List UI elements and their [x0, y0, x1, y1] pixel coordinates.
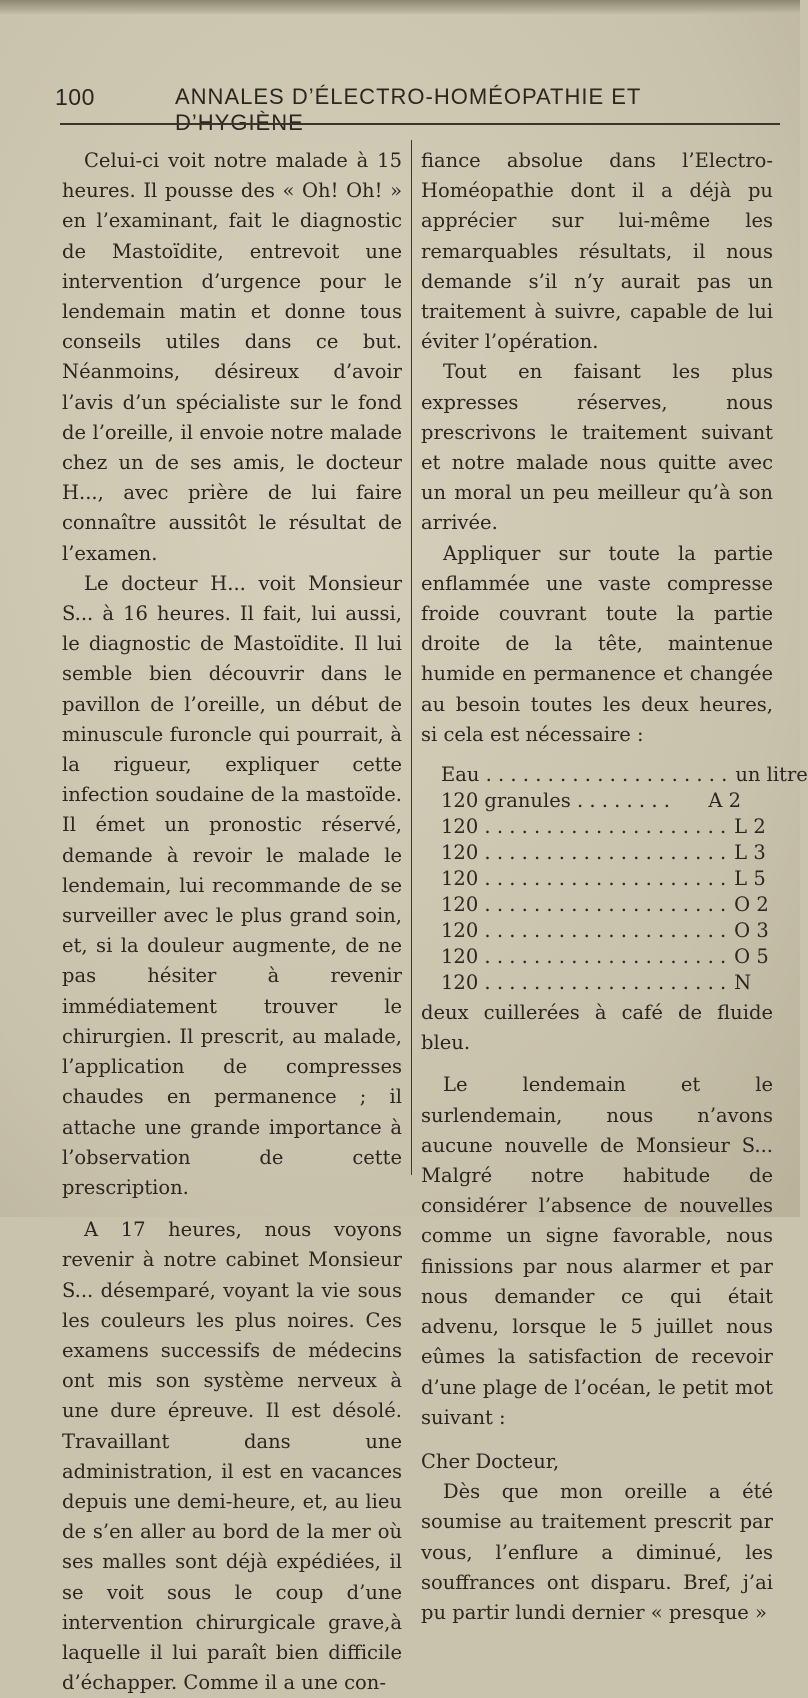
formula-item: 120 . . . . . . . . . . . . . . . . . . . .: [441, 919, 727, 943]
page-header: [55, 84, 775, 135]
formula-qty: O 2: [734, 893, 769, 917]
formula-row: [441, 944, 769, 970]
formula-qty: L 2: [734, 815, 766, 839]
formula-item: Eau . . . . . . . . . . . . . . . . . . . .: [441, 763, 728, 787]
formula-row: [441, 814, 766, 840]
formula-qty: L 5: [734, 867, 766, 891]
paragraph: A 17 heures, nous voyons revenir à notre cabinet Monsieur S... désemparé, voyant la vie sous les couleurs les plus noires. Ces examens successifs de médecins ont mis son système nerveux à une dure épreuve. Il est désolé. Travaillant dans une administration, il est en vacances depuis une demi-heure, et, au lieu de s’en aller au bord de la mer où ses malles sont déjà expédiées, il se voit sous le coup d’une intervention chirurgicale grave,à laquelle il lui paraît bien difficile d’échapper. Comme il a une con-: [62, 1218, 402, 1695]
formula-item: 120 . . . . . . . . . . . . . . . . . . . .: [441, 841, 727, 865]
formula-item: 120 . . . . . . . . . . . . . . . . . . . .: [441, 945, 727, 969]
formula-row: [441, 788, 741, 814]
formula-row: [441, 970, 752, 996]
formula-qty: O 5: [734, 945, 769, 969]
formula-item: 120 granules . . . . . . . .: [441, 789, 670, 813]
paragraph: Appliquer sur toute la partie enflammée une vaste compresse froide couvrant toute la partie droite de la tête, maintenue humide en permanence et changée au besoin toutes les deux heures, si cela est nécessaire :: [421, 541, 773, 746]
left-column: [62, 146, 402, 1698]
header-rule: [60, 123, 780, 125]
formula-qty: N: [734, 971, 752, 995]
formula-item: 120 . . . . . . . . . . . . . . . . . . . .: [441, 815, 727, 839]
paragraph: Le lendemain et le surlendemain, nous n’avons aucune nouvelle de Monsieur S... Malgré notre habitude de considérer l’absence de nouvelles comme un signe favorable, nous finissions par nous alarmer et par nous demander ce qui était advenu, lorsque le 5 juillet nous eûmes la satisfaction de recevoir d’une plage de l’océan, le petit mot suivant :: [421, 1073, 773, 1429]
letter-salutation: Cher Docteur,: [421, 1449, 560, 1473]
formula-row: [441, 762, 808, 788]
formula-qty: L 3: [734, 841, 766, 865]
paragraph: deux cuillerées à café de fluide bleu.: [421, 1001, 773, 1055]
paragraph: Dès que mon oreille a été soumise au traitement prescrit par vous, l’enflure a diminué, les souffrances ont disparu. Bref, j’ai pu partir lundi dernier « presque »: [421, 1480, 773, 1624]
page-number: 100: [55, 84, 95, 110]
right-column: [421, 146, 808, 1628]
paragraph: fiance absolue dans l’Electro-Homéopathie dont il a déjà pu apprécier sur lui-même les remarquables résultats, il nous demande s’il n’y aurait pas un traitement à suivre, capable de lui éviter l’opération.: [421, 149, 773, 354]
formula-qty: un litre: [735, 763, 808, 787]
running-title: ANNALES D’ÉLECTRO-HOMÉOPATHIE ET D’HYGIÈNE: [175, 84, 641, 135]
formula-row: [441, 866, 766, 892]
formula-item: 120 . . . . . . . . . . . . . . . . . . . .: [441, 893, 727, 917]
formula-qty: O 3: [734, 919, 769, 943]
formula-item: 120 . . . . . . . . . . . . . . . . . . . .: [441, 971, 727, 995]
paragraph: Tout en faisant les plus expresses réserves, nous prescrivons le traitement suivant et notre malade nous quitte avec un moral un peu meilleur qu’à son arrivée.: [421, 360, 773, 535]
paragraph: Celui-ci voit notre malade à 15 heures. Il pousse des « Oh! Oh! » en l’examinant, fait le diagnostic de Mastoïdite, entrevoit une intervention d’urgence pour le lendemain matin et donne tous conseils utiles dans ce but. Néanmoins, désireux d’avoir l’avis d’un spécialiste sur le fond de l’oreille, il envoie notre malade chez un de ses amis, le docteur H..., avec prière de lui faire connaître aussitôt le résultat de l’examen.: [62, 149, 402, 565]
prescription-formula: [441, 762, 808, 996]
paragraph: Le docteur H... voit Monsieur S... à 16 heures. Il fait, lui aussi, le diagnostic de Mastoïdite. Il lui semble bien découvrir dans le pavillon de l’oreille, un début de minuscule furoncle qui pourrait, à la rigueur, expliquer cette infection soudaine de la mastoïde. Il émet un pronostic réservé, demande à revoir le malade le lendemain, lui recommande de se surveiller avec le plus grand soin, et, si la douleur augmente, de ne pas hésiter à revenir immédiatement trouver le chirurgien. Il prescrit, au malade, l’application de compresses chaudes en permanence ; il attache une grande importance à l’observation de cette prescription.: [62, 571, 402, 1199]
page-top-edge: [0, 0, 800, 14]
formula-qty: A 2: [708, 789, 741, 813]
formula-row: [441, 840, 766, 866]
formula-item: 120 . . . . . . . . . . . . . . . . . . . .: [441, 867, 727, 891]
formula-row: [441, 918, 769, 944]
column-divider: [411, 140, 412, 1175]
formula-row: [441, 892, 769, 918]
